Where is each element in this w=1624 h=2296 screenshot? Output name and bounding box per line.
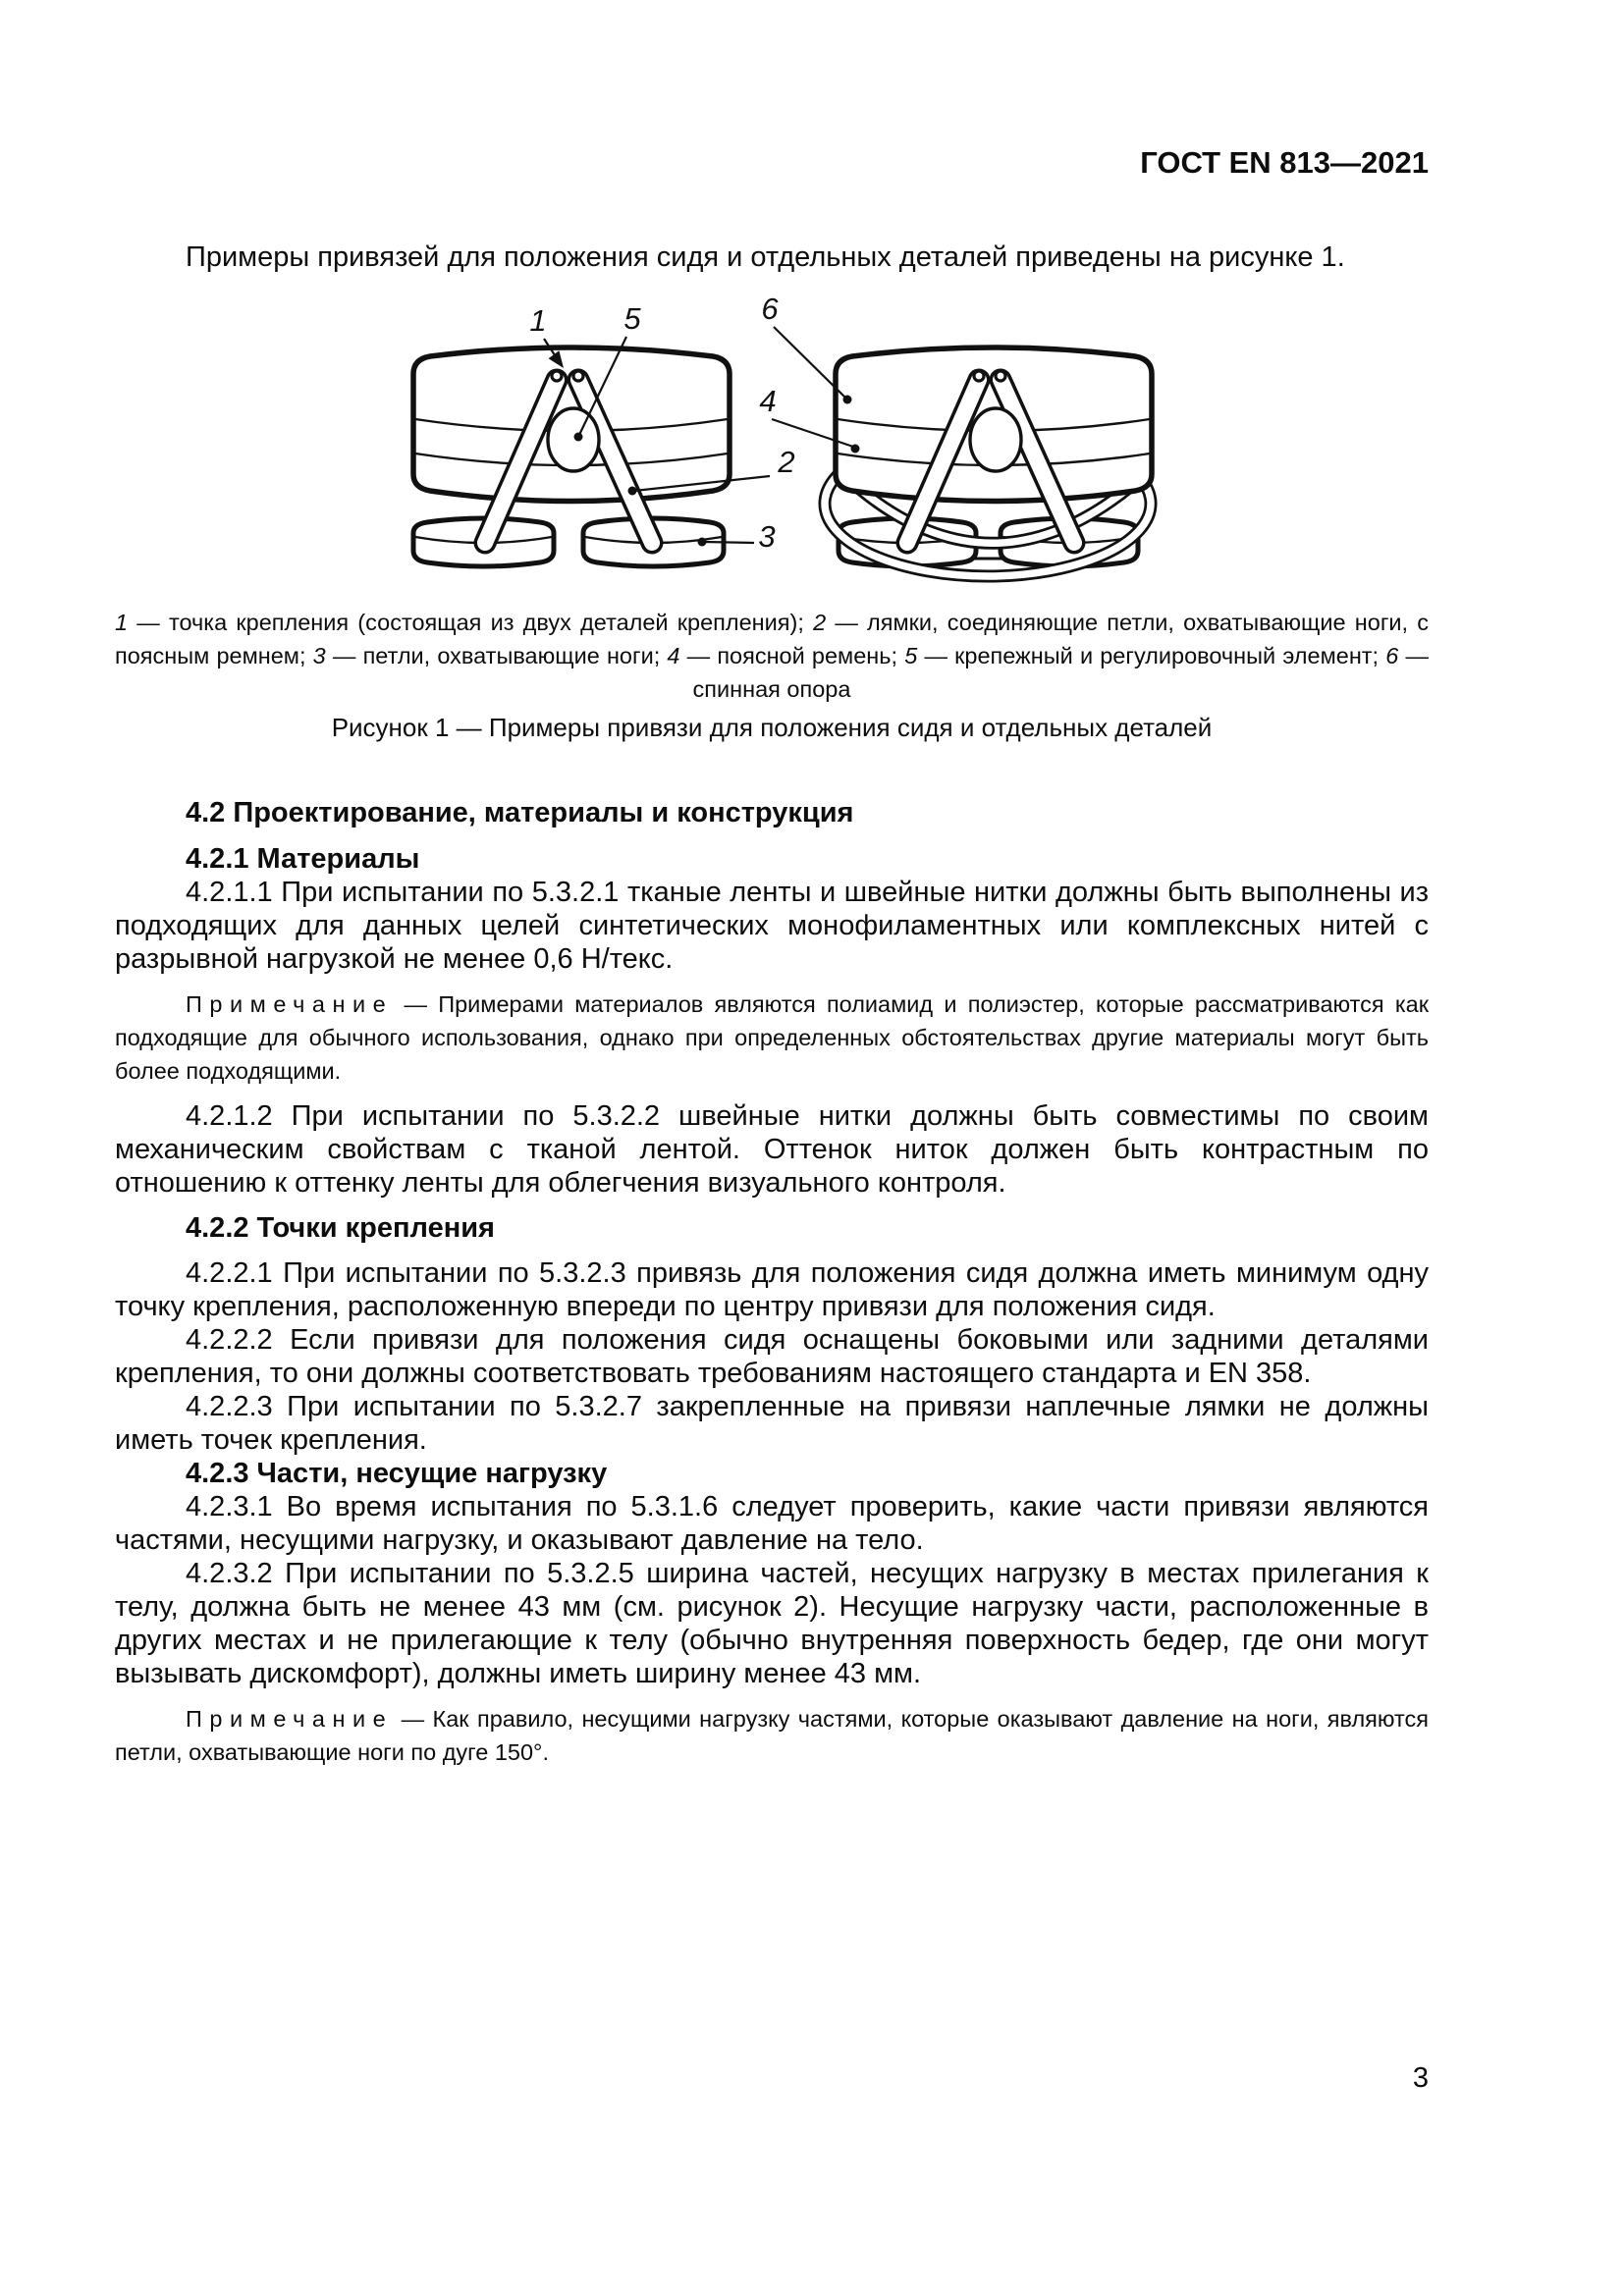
note-text: — Примерами материалов являются полиамид и полиэстер, которые рассматриваются как подходящие для обычного использования, однако при определенных обстоятельствах другие материалы могут быть более подходящими. (115, 991, 1429, 1084)
paragraph-4-2-2-3: 4.2.2.3 При испытании по 5.3.2.7 закрепленные на привязи наплечные лямки не должны иметь точек крепления. (115, 1391, 1429, 1456)
heading-4-2-1: 4.2.1 Материалы (186, 843, 420, 875)
page-number: 3 (1412, 2062, 1429, 2094)
legend-item: 3 — петли, охватывающие ноги; (312, 643, 668, 668)
legend-item: 5 — крепежный и регулировочный элемент; (904, 643, 1386, 668)
paragraph-4-2-1-1: 4.2.1.1 При испытании по 5.3.2.1 тканые ленты и швейные нитки должны быть выполнены из подходящих для данных целей синтетических монофиламентных или комплексных нитей с разрывной нагрузкой не менее 0,6 Н/текс. (115, 877, 1429, 975)
callout-2: 2 (778, 445, 795, 479)
left-harness (413, 347, 730, 566)
legend-item: 2 — лямки, соединяющие петли, охватывающие ноги, с поясным ремнем; (115, 610, 1429, 668)
callout-5: 5 (623, 301, 641, 336)
intro-paragraph: Примеры привязей для положения сидя и отдельных деталей приведены на рисунке 1. (186, 241, 1345, 273)
note-label: Примечание (186, 1706, 394, 1732)
heading-4-2-2: 4.2.2 Точки крепления (186, 1212, 495, 1244)
adjustment-element (970, 408, 1021, 471)
attachment-eyelet (974, 371, 984, 381)
callout-6: 6 (761, 292, 779, 326)
paragraph-4-2-3-2: 4.2.3.2 При испытании по 5.3.2.5 ширина частей, несущих нагрузку в местах прилегания к телу, должна быть не менее 43 мм (см. рисунок 2). Несущие нагрузку части, расположенные в других местах и не прилегающие к телу (обычно внутренняя поверхность бедер, где они могут вызывать дискомфорт), должны иметь ширину менее 43 мм. (115, 1558, 1429, 1689)
note-materials (115, 988, 1429, 1088)
figure-1 (115, 280, 1429, 745)
right-harness (825, 347, 1152, 576)
paragraph-4-2-2-1: 4.2.2.1 При испытании по 5.3.2.3 привязь для положения сидя должна иметь минимум одну точку крепления, расположенную впереди по центру привязи для положения сидя. (115, 1257, 1429, 1322)
heading-4-2: 4.2 Проектирование, материалы и конструкция (186, 797, 854, 828)
note-text: — Как правило, несущими нагрузку частями, которые оказывают давление на ноги, являются петли, охватывающие ноги по дуге 150°. (115, 1706, 1429, 1765)
running-header: ГОСТ EN 813—2021 (1140, 145, 1429, 180)
callout-1: 1 (529, 303, 547, 338)
legend-item: 1 — точка крепления (состоящая из двух деталей крепления); (115, 610, 814, 635)
figure-drawing (330, 280, 1214, 594)
figure-legend (115, 606, 1429, 706)
legend-item: 4 — поясной ремень; (667, 643, 905, 668)
attachment-eyelet (573, 371, 583, 381)
legend-item: 6 — спинная опора (692, 643, 1429, 702)
leg-loops (413, 518, 724, 566)
adjustment-element (548, 408, 599, 471)
paragraph-4-2-3-1: 4.2.3.1 Во время испытания по 5.3.1.6 следует проверить, какие части привязи являются частями, несущими нагрузку, и оказывают давление на тело. (115, 1491, 1429, 1556)
paragraph-4-2-1-2: 4.2.1.2 При испытании по 5.3.2.2 швейные нитки должны быть совместимы по своим механическим свойствам с тканой лентой. Оттенок ниток должен быть контрастным по отношению к оттенку ленты для облегчения визуального контроля. (115, 1100, 1429, 1199)
paragraph-4-2-2-2: 4.2.2.2 Если привязи для положения сидя оснащены боковыми или задними деталями крепления, то они должны соответствовать требованиям настоящего стандарта и EN 358. (115, 1324, 1429, 1389)
callout-4: 4 (759, 384, 777, 418)
figure-caption: Рисунок 1 — Примеры привязи для положения сидя и отдельных деталей (331, 713, 1213, 742)
note-label: Примечание (186, 991, 394, 1017)
attachment-eyelet (552, 371, 562, 381)
note-load-bearing (115, 1702, 1429, 1769)
callout-3: 3 (758, 519, 776, 554)
heading-4-2-3: 4.2.3 Части, несущие нагрузку (186, 1458, 608, 1489)
attachment-eyelet (996, 371, 1005, 381)
